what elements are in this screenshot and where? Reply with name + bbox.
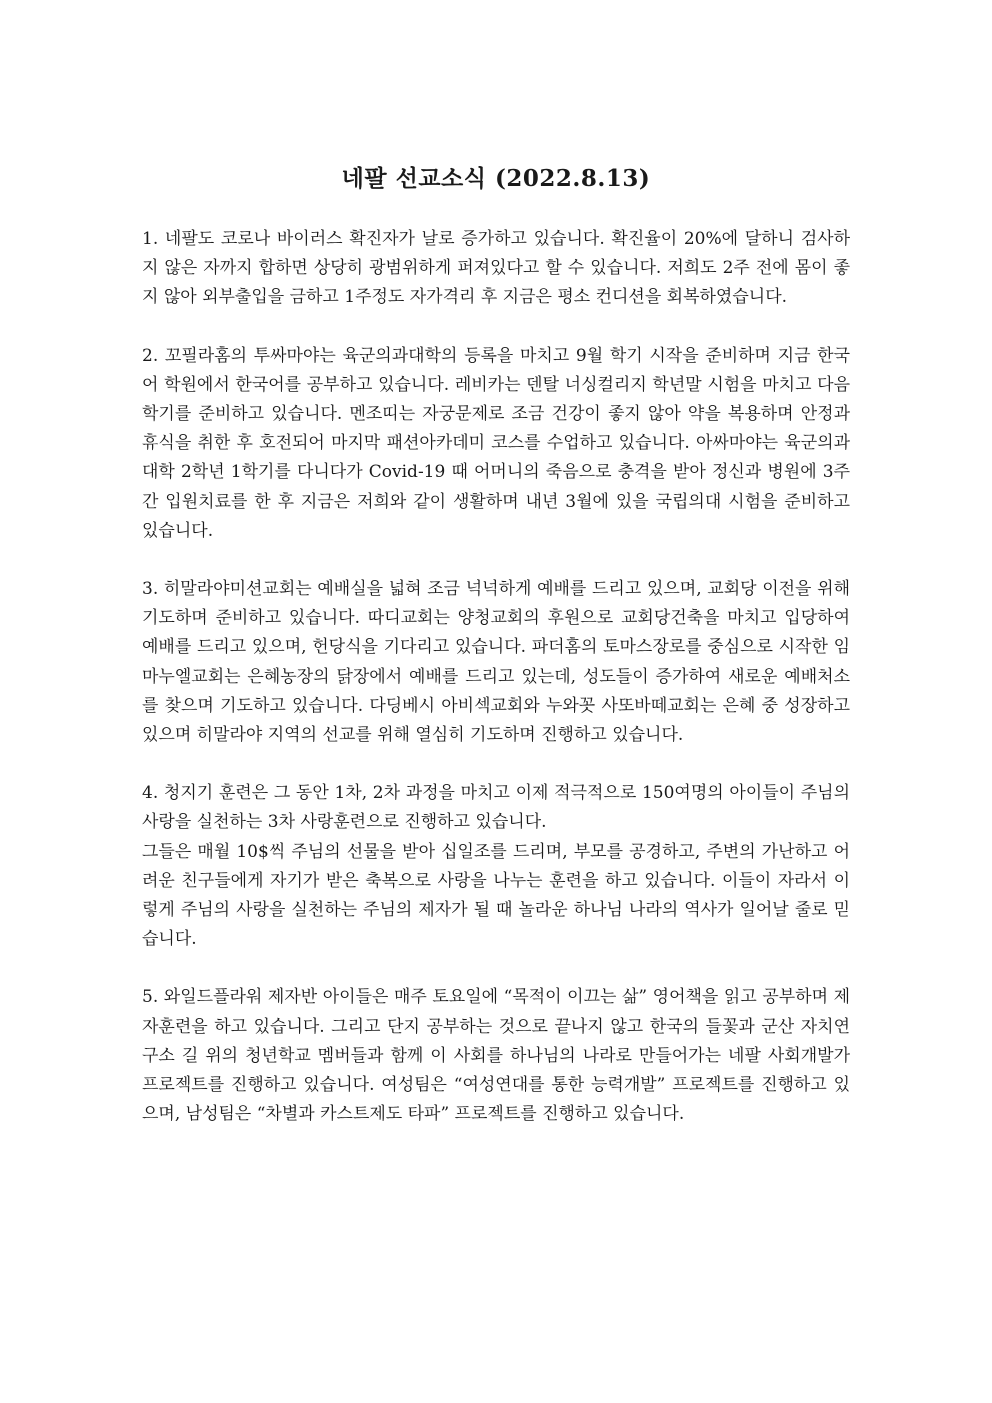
paragraph-text: 2. 꼬필라홈의 투싸마야는 육군의과대학의 등록을 마치고 9월 학기 시작을 준비하며 지금 한국어 학원에서 한국어를 공부하고 있습니다. 레비카는 덴탈 너싱컬리지 학년말 시험을 마치고 다음 학기를 준비하고 있습니다. 멘조띠는 자궁문제로 조금 건강이 좋지 않아 약을 복용하며 안정과 휴식을 취한 후 호전되어 마지막 패션아카데미 코스를 수업하고 있습니다. 아싸마야는 육군의과대학 2학년 1학기를 다니다가 Covid-19 때 어머니의 죽음으로 충격을 받아 정신과 병원에 3주간 입원치료를 한 후 지금은 저희와 같이 생활하며 내년 3월에 있을 국립의대 시험을 준비하고 있습니다. — [142, 345, 850, 541]
paragraph-text: 3. 히말라야미션교회는 예배실을 넓혀 조금 넉넉하게 예배를 드리고 있으며, 교회당 이전을 위해 기도하며 준비하고 있습니다. 따디교회는 양청교회의 후원으로 교회당건축을 마치고 입당하여 예배를 드리고 있으며, 헌당식을 기다리고 있습니다. 파더홈의 토마스장로를 중심으로 시작한 임마누엘교회는 은혜농장의 닭장에서 예배를 드리고 있는데, 성도들이 증가하여 새로운 예배처소를 찾으며 기도하고 있습니다. 다딩베시 아비섹교회와 누와꼿 사또바떼교회는 은혜 중 성장하고 있으며 히말라야 지역의 선교를 위해 열심히 기도하며 진행하고 있습니다. — [142, 579, 850, 746]
paragraph-text: 5. 와일드플라워 제자반 아이들은 매주 토요일에 “목적이 이끄는 삶” 영어책을 읽고 공부하며 제자훈련을 하고 있습니다. 그리고 단지 공부하는 것으로 끝나지 않고 한국의 들꽃과 군산 자치연구소 길 위의 청년학교 멤버들과 함께 이 사회를 하나님의 나라로 만들어가는 네팔 사회개발가 프로젝트를 진행하고 있습니다. 여성팀은 “여성연대를 통한 능력개발” 프로젝트를 진행하고 있으며, 남성팀은 “차별과 카스트제도 타파” 프로젝트를 진행하고 있습니다. — [142, 987, 850, 1125]
paragraph-4 — [142, 779, 850, 954]
paragraph-5 — [142, 983, 850, 1129]
document-body — [142, 225, 850, 1158]
paragraph-1 — [142, 225, 850, 313]
paragraph-3 — [142, 575, 850, 750]
paragraph-2 — [142, 342, 850, 546]
paragraph-text: 1. 네팔도 코로나 바이러스 확진자가 날로 증가하고 있습니다. 확진율이 20%에 달하니 검사하지 않은 자까지 합하면 상당히 광범위하게 퍼져있다고 할 수 있습니다. 저희도 2주 전에 몸이 좋지 않아 외부출입을 금하고 1주정도 자가격리 후 지금은 평소 컨디션을 회복하였습니다. — [142, 229, 850, 308]
document-title: 네팔 선교소식 (2022.8.13) — [341, 165, 651, 192]
paragraph-text: 4. 청지기 훈련은 그 동안 1차, 2차 과정을 마치고 이제 적극적으로 150여명의 아이들이 주님의 사랑을 실천하는 3차 사랑훈련으로 진행하고 있습니다. — [142, 783, 850, 833]
paragraph-text: 그들은 매월 10$씩 주님의 선물을 받아 십일조를 드리며, 부모를 공경하고, 주변의 가난하고 어려운 친구들에게 자기가 받은 축복으로 사랑을 나누는 훈련을 하고 있습니다. 이들이 자라서 이렇게 주님의 사랑을 실천하는 주님의 제자가 될 때 놀라운 하나님 나라의 역사가 일어날 줄로 믿습니다. — [142, 841, 850, 950]
